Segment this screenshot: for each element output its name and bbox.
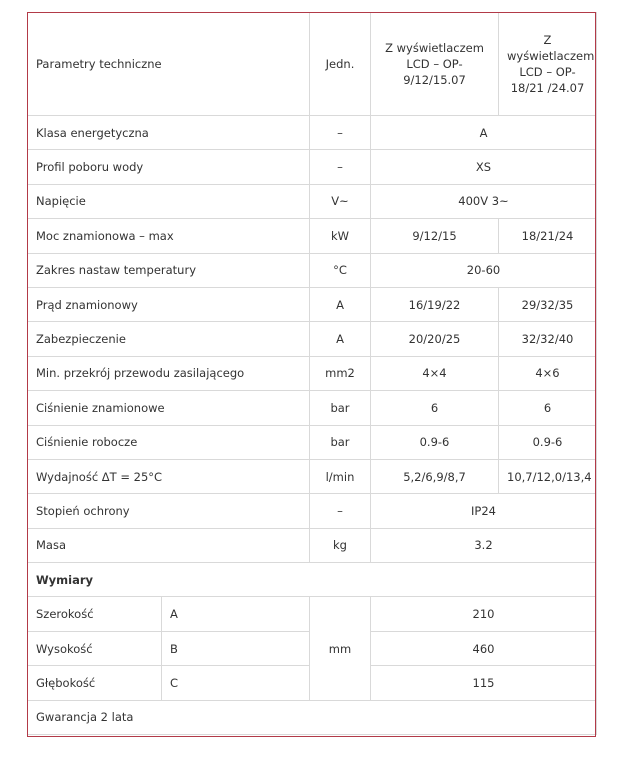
dims-value: 460 [371, 631, 597, 665]
table-row [28, 322, 597, 356]
row-value: 20-60 [371, 253, 597, 287]
row-label: Masa [28, 528, 310, 562]
row-value-col1: 16/19/22 [371, 287, 499, 321]
table-row [28, 150, 597, 184]
table-row [28, 494, 597, 528]
row-label: Klasa energetyczna [28, 116, 310, 150]
row-value-col2: 10,7/12,0/13,4 [499, 459, 597, 493]
row-label: Stopień ochrony [28, 494, 310, 528]
dims-label: Wysokość [28, 631, 162, 665]
row-value-col2: 4×6 [499, 356, 597, 390]
dims-code: A [162, 597, 310, 631]
row-label: Zakres nastaw temperatury [28, 253, 310, 287]
row-unit: bar [310, 391, 371, 425]
row-unit: – [310, 116, 371, 150]
dims-value: 115 [371, 666, 597, 700]
header-unit: Jedn. [310, 13, 371, 116]
row-label: Prąd znamionowy [28, 287, 310, 321]
row-unit: kW [310, 219, 371, 253]
row-value-col1: 20/20/25 [371, 322, 499, 356]
row-value-col1: 0.9-6 [371, 425, 499, 459]
row-value-col2: 29/32/35 [499, 287, 597, 321]
row-unit: mm2 [310, 356, 371, 390]
row-value-col2: 32/32/40 [499, 322, 597, 356]
row-unit: A [310, 322, 371, 356]
row-value-col1: 6 [371, 391, 499, 425]
dims-label: Szerokość [28, 597, 162, 631]
dims-unit: mm [310, 597, 371, 700]
row-label: Ciśnienie znamionowe [28, 391, 310, 425]
row-label: Wydajność ΔT = 25°C [28, 459, 310, 493]
row-unit: V~ [310, 184, 371, 218]
table-row [28, 459, 597, 493]
table-row [28, 253, 597, 287]
row-unit: l/min [310, 459, 371, 493]
row-value-col1: 5,2/6,9/8,7 [371, 459, 499, 493]
row-label: Profil poboru wody [28, 150, 310, 184]
row-unit: – [310, 150, 371, 184]
table-row [28, 391, 597, 425]
row-unit: – [310, 494, 371, 528]
table-row [28, 219, 597, 253]
spec-table [27, 12, 597, 735]
dims-row [28, 597, 597, 631]
dims-code: B [162, 631, 310, 665]
dims-code: C [162, 666, 310, 700]
row-value-col1: 9/12/15 [371, 219, 499, 253]
table-row [28, 287, 597, 321]
row-label: Zabezpieczenie [28, 322, 310, 356]
row-unit: kg [310, 528, 371, 562]
warranty-text: Gwarancja 2 lata [28, 700, 597, 734]
row-value: 400V 3~ [371, 184, 597, 218]
row-unit: bar [310, 425, 371, 459]
header-col2: Z wyświetlaczem LCD – OP-18/21 /24.07 [499, 13, 597, 116]
row-label: Ciśnienie robocze [28, 425, 310, 459]
header-param: Parametry techniczne [28, 13, 310, 116]
row-value-col2: 6 [499, 391, 597, 425]
row-label: Napięcie [28, 184, 310, 218]
table-row [28, 425, 597, 459]
dims-title-row [28, 563, 597, 597]
row-value-col2: 18/21/24 [499, 219, 597, 253]
row-value: IP24 [371, 494, 597, 528]
dims-label: Głębokość [28, 666, 162, 700]
table-row [28, 356, 597, 390]
row-label: Min. przekrój przewodu zasilającego [28, 356, 310, 390]
row-label: Moc znamionowa – max [28, 219, 310, 253]
row-value-col2: 0.9-6 [499, 425, 597, 459]
row-value-col1: 4×4 [371, 356, 499, 390]
row-value: 3.2 [371, 528, 597, 562]
footer-row [28, 700, 597, 734]
row-unit: °C [310, 253, 371, 287]
dims-value: 210 [371, 597, 597, 631]
row-unit: A [310, 287, 371, 321]
table-row [28, 184, 597, 218]
dims-title: Wymiary [28, 563, 597, 597]
table-row [28, 528, 597, 562]
header-col1: Z wyświetlaczem LCD – OP-9/12/15.07 [371, 13, 499, 116]
table-row [28, 116, 597, 150]
row-value: XS [371, 150, 597, 184]
row-value: A [371, 116, 597, 150]
header-row [28, 13, 597, 116]
